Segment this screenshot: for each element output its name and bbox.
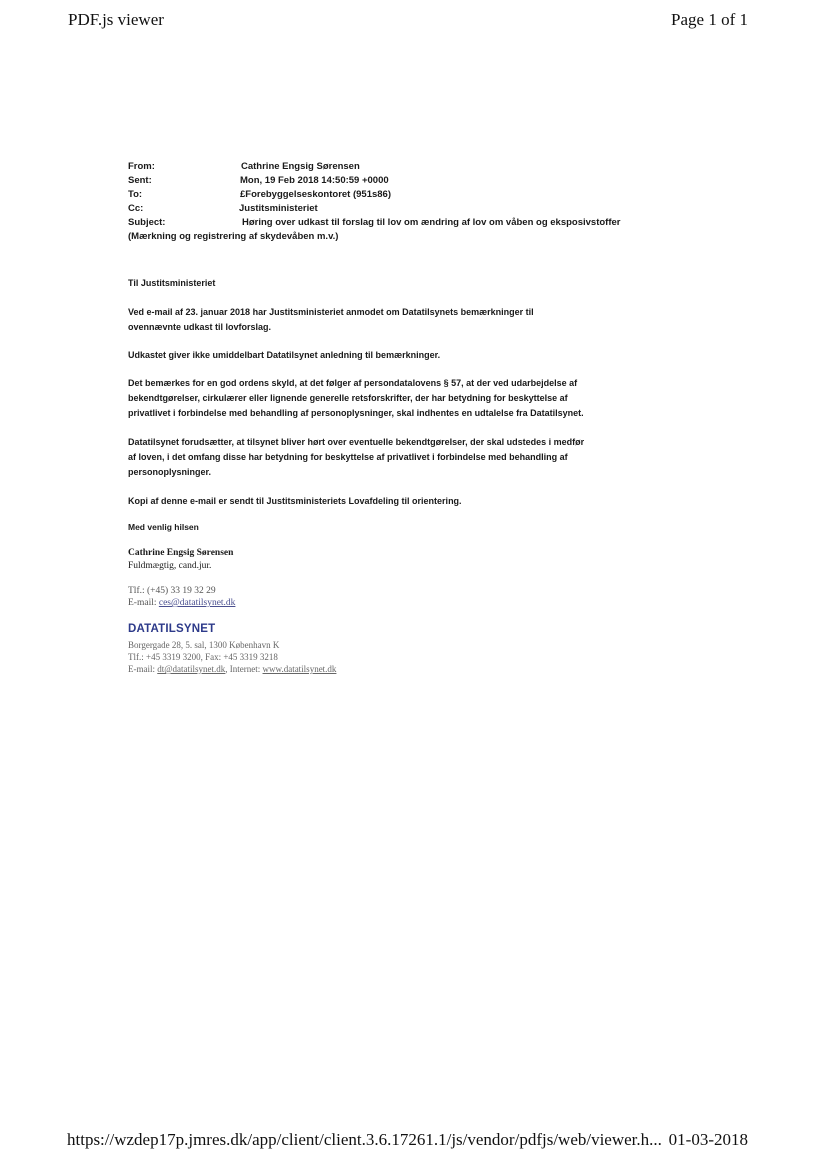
paragraph-line: Det bemærkes for en god ordens skyld, at det følger af persondatalovens § 57, at der ved udarbejdelse af [128,378,578,388]
footer-date: 01-03-2018 [668,1130,748,1149]
closing: Med venlig hilsen [128,522,199,532]
cc-value: Justitsministeriet [239,203,318,214]
signature-name: Cathrine Engsig Sørensen [128,548,234,558]
signature-phone: Tlf.: (+45) 33 19 32 29 [128,586,216,596]
to-value: £Forebyggelseskontoret (951s86) [240,189,392,200]
organization-phone-fax: Tlf.: +45 3319 3200, Fax: +45 3319 3218 [128,652,278,662]
paragraph-line: personoplysninger. [128,467,212,477]
to-row [128,188,648,202]
cc-row [128,202,648,216]
greeting-text: Til Justitsministeriet [128,278,216,288]
footer-url: https://wzdep17p.jmres.dk/app/client/client.3.6.17261.1/js/vendor/pdfjs/web/viewer.h... [67,1130,662,1149]
to-label: To: [128,189,143,200]
signature-title: Fuldmægtig, cand.jur. [128,561,212,571]
page-indicator: Page 1 of 1 [671,10,748,29]
signature-email-label: E-mail: [128,598,159,608]
organization-website-link[interactable]: www.datatilsynet.dk [262,664,337,674]
organization-name: DATATILSYNET [128,623,216,635]
organization-internet-label: , Internet: [225,664,263,674]
sent-label: Sent: [128,175,152,186]
paragraph-1 [128,305,648,335]
organization-info [128,639,336,675]
subject-continuation: (Mærkning og registrering af skydevåben m.v.) [128,231,339,242]
signature-email-line [128,598,235,608]
paragraph-line: ovennævnte udkast til lovforslag. [128,322,272,332]
subject-label: Subject: [128,217,166,228]
app-title: PDF.js viewer [68,10,164,29]
from-value: Cathrine Engsig Sørensen [241,161,360,172]
organization-email-label: E-mail: [128,664,158,674]
greeting [128,276,648,291]
paragraph-line: privatlivet i forbindelse med behandling af personoplysninger, skal indhentes en udtalelse fra Datatilsynet. [128,408,584,418]
paragraph-line: bekendtgørelser, cirkulærer eller lignende generelle retsforskrifter, der har betydning for beskyttelse af [128,393,568,403]
from-row [128,160,648,174]
paragraph-line: Ved e-mail af 23. januar 2018 har Justitsministeriet anmodet om Datatilsynets bemærkninger til [128,307,534,317]
paragraph-line: Udkastet giver ikke umiddelbart Datatilsynet anledning til bemærkninger. [128,350,441,360]
paragraph-2 [128,348,648,363]
sent-row [128,174,648,188]
sent-value: Mon, 19 Feb 2018 14:50:59 +0000 [240,175,389,186]
organization-address: Borgergade 28, 5. sal, 1300 København K [128,640,280,650]
email-headers [128,160,648,244]
paragraph-line: af loven, i det omfang disse har betydning for beskyttelse af privatlivet i forbindelse med behandling af [128,452,568,462]
paragraph-4 [128,435,648,480]
paragraph-5 [128,494,648,509]
subject-row [128,216,648,230]
organization-email-link[interactable]: dt@datatilsynet.dk [157,664,226,674]
signature-email-link[interactable]: ces@datatilsynet.dk [158,598,236,608]
cc-label: Cc: [128,203,144,214]
subject-value: Høring over udkast til forslag til lov om ændring af lov om våben og eksposivstoffer [242,217,621,228]
from-label: From: [128,161,155,172]
paragraph-3 [128,376,648,421]
organization-contact [128,663,336,675]
paragraph-line: Kopi af denne e-mail er sendt til Justitsministeriets Lovafdeling til orientering. [128,496,462,506]
paragraph-line: Datatilsynet forudsætter, at tilsynet bliver hørt over eventuelle bekendtgørelser, der skal udstedes i medfør [128,437,585,447]
